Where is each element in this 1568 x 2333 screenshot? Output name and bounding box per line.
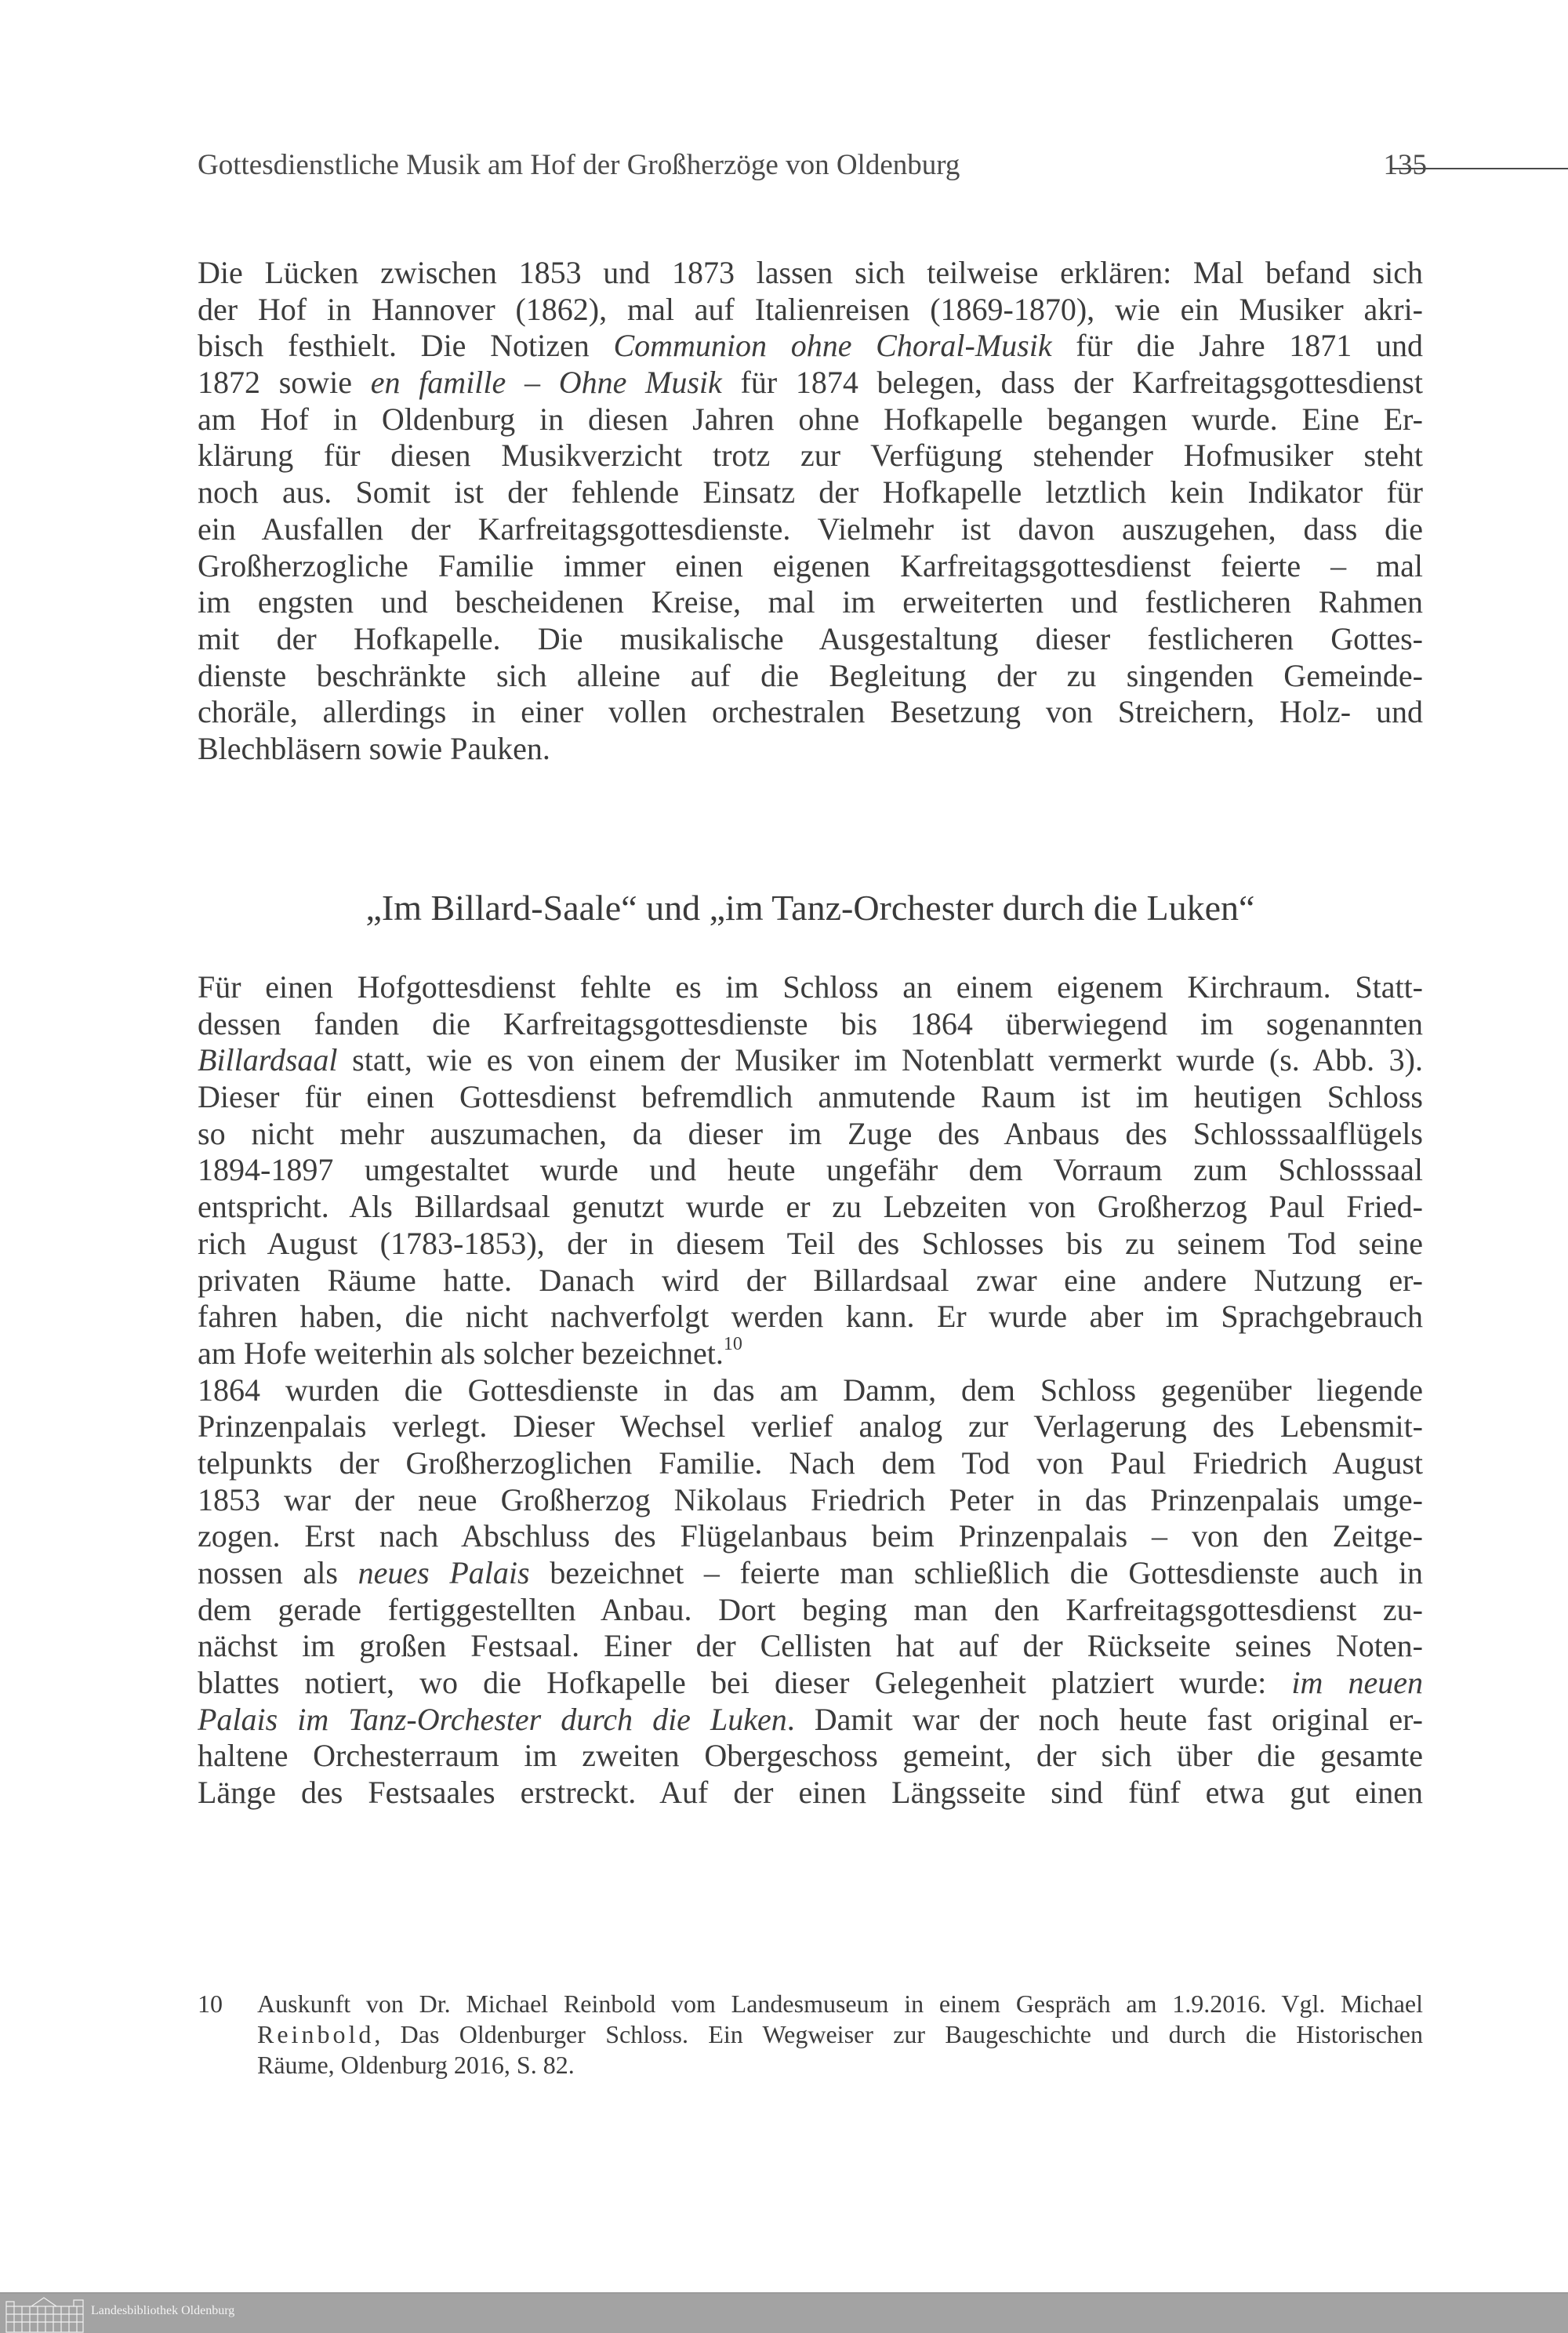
text-line: Dieser für einen Gottesdienst befremdlich anmutende Raum ist im heutigen Schloss bbox=[198, 1079, 1423, 1115]
text-line: nächst im großen Festsaal. Einer der Cellisten hat auf der Rückseite seines Noten- bbox=[198, 1628, 1423, 1664]
text-line: bisch festhielt. Die Notizen Communion ohne Choral-Musik für die Jahre 1871 und bbox=[198, 328, 1423, 364]
text-line: Die Lücken zwischen 1853 und 1873 lassen sich teilweise erklären: Mal befand sich bbox=[198, 255, 1423, 290]
text-line: im engsten und bescheidenen Kreise, mal im erweiterten und festlicheren Rahmen bbox=[198, 584, 1423, 620]
text-line: mit der Hofkapelle. Die musikalische Ausgestaltung dieser festlicheren Gottes- bbox=[198, 620, 1423, 656]
text-line: telpunkts der Großherzoglichen Familie. Nach dem Tod von Paul Friedrich August bbox=[198, 1444, 1423, 1481]
running-head bbox=[198, 146, 1427, 185]
text-line: 1872 sowie en famille – Ohne Musik für 1874 belegen, dass der Karfreitagsgottesdienst bbox=[198, 365, 1423, 401]
text-line: so nicht mehr auszumachen, da dieser im Zuge des Anbaus des Schlosssaalflügels bbox=[198, 1115, 1423, 1151]
italic-term: neues Palais bbox=[358, 1555, 530, 1590]
running-title: Gottesdienstliche Musik am Hof der Großherzöge von Oldenburg bbox=[198, 149, 960, 181]
text-line: dem gerade fertiggestellten Anbau. Dort beging man den Karfreitagsgottesdienst zu- bbox=[198, 1591, 1423, 1627]
footnote-line: Räume, Oldenburg 2016, S. 82. bbox=[257, 2051, 575, 2079]
text-line: privaten Räume hatte. Danach wird der Billardsaal zwar eine andere Nutzung er- bbox=[198, 1262, 1423, 1298]
text-line: Billardsaal statt, wie es von einem der Musiker im Notenblatt vermerkt wurde (s. Abb. 3). bbox=[198, 1042, 1423, 1078]
text-line: ein Ausfallen der Karfreitagsgottesdienste. Vielmehr ist davon auszugehen, dass die bbox=[198, 511, 1423, 547]
text-line: 1864 wurden die Gottesdienste in das am Damm, dem Schloss gegenüber liegende bbox=[198, 1372, 1423, 1408]
text-line: noch aus. Somit ist der fehlende Einsatz der Hofkapelle letztlich kein Indikator für bbox=[198, 474, 1423, 511]
text-line: Palais im Tanz-Orchester durch die Luken. Damit war der noch heute fast original er- bbox=[198, 1701, 1423, 1737]
italic-quote: Palais im Tanz-Orchester durch die Luken bbox=[198, 1701, 787, 1737]
footnote-author: Reinbold bbox=[257, 2020, 375, 2048]
text-line: dienste beschränkte sich alleine auf die Begleitung der zu singenden Gemeinde- bbox=[198, 657, 1423, 693]
text-line: Großherzogliche Familie immer einen eigenen Karfreitagsgottesdienst feierte – mal bbox=[198, 547, 1423, 583]
footnote-reference[interactable]: 10 bbox=[723, 1335, 742, 1354]
text-line: Für einen Hofgottesdienst fehlte es im Schloss an einem eigenem Kirchraum. Statt- bbox=[198, 969, 1423, 1005]
text-line: am Hofe weiterhin als solcher bezeichnet.$^{10}$ bbox=[198, 1335, 1423, 1372]
text-line: entspricht. Als Billardsaal genutzt wurde er zu Lebzeiten von Großherzog Paul Fried- bbox=[198, 1189, 1423, 1225]
text-line: fahren haben, die nicht nachverfolgt werden kann. Er wurde aber im Sprachgebrauch bbox=[198, 1299, 1423, 1335]
text-line: dessen fanden die Karfreitagsgottesdienste bis 1864 überwiegend im sogenannten bbox=[198, 1005, 1423, 1041]
italic-quote: im neuen bbox=[1291, 1665, 1423, 1701]
footnote-line: Reinbold, Das Oldenburger Schloss. Ein Wegweiser zur Baugeschichte und durch die Historischen bbox=[257, 2020, 1423, 2048]
paragraph-2 bbox=[198, 969, 1423, 1812]
text-line: nossen als neues Palais bezeichnet – feierte man schließlich die Gottesdienste auch in bbox=[198, 1555, 1423, 1590]
text-line: Blechbläsern sowie Pauken. bbox=[198, 730, 550, 766]
section-heading: „Im Billard-Saale“ und „im Tanz-Orchester durch die Luken“ bbox=[365, 888, 1255, 928]
text-line: Länge des Festsaales erstreckt. Auf der einen Längsseite sind fünf etwa gut einen bbox=[198, 1775, 1423, 1811]
italic-quote: en famille – Ohne Musik bbox=[370, 365, 722, 401]
library-building-icon bbox=[5, 2295, 86, 2333]
italic-term: Billardsaal bbox=[198, 1042, 338, 1078]
text-line: 1853 war der neue Großherzog Nikolaus Friedrich Peter in das Prinzenpalais umge- bbox=[198, 1481, 1423, 1517]
italic-quote: Communion ohne Choral-Musik bbox=[613, 328, 1052, 364]
text-line: haltene Orchesterraum im zweiten Obergeschoss gemeint, der sich über die gesamte bbox=[198, 1738, 1423, 1774]
footnote-text bbox=[257, 1989, 1423, 2080]
text-line: am Hof in Oldenburg in diesen Jahren ohne Hofkapelle begangen wurde. Eine Er- bbox=[198, 401, 1423, 437]
text-line: der Hof in Hannover (1862), mal auf Italienreisen (1869-1870), wie ein Musiker akri- bbox=[198, 291, 1423, 327]
text-line: zogen. Erst nach Abschluss des Flügelanbaus beim Prinzenpalais – von den Zeitge- bbox=[198, 1518, 1423, 1554]
library-footer-bar bbox=[0, 2292, 1568, 2333]
text-line: klärung für diesen Musikverzicht trotz zur Verfügung stehender Hofmusiker steht bbox=[198, 438, 1423, 474]
footnote-line: Auskunft von Dr. Michael Reinbold vom Landesmuseum in einem Gespräch am 1.9.2016. Vgl. Michael bbox=[257, 1990, 1423, 2018]
paragraph-1 bbox=[198, 255, 1423, 768]
text-line: 1894-1897 umgestaltet wurde und heute ungefähr dem Vorraum zum Schlosssaal bbox=[198, 1152, 1423, 1188]
text-line: rich August (1783-1853), der in diesem Teil des Schlosses bis zu seinem Tod seine bbox=[198, 1225, 1423, 1261]
library-name: Landesbibliothek Oldenburg bbox=[91, 2304, 235, 2317]
text-line: choräle, allerdings in einer vollen orchestralen Besetzung von Streichern, Holz- und bbox=[198, 694, 1423, 730]
text-line: Prinzenpalais verlegt. Dieser Wechsel verlief analog zur Verlagerung des Lebensmit- bbox=[198, 1408, 1423, 1444]
text-line: blattes notiert, wo die Hofkapelle bei dieser Gelegenheit platziert wurde: im neuen bbox=[198, 1665, 1423, 1701]
footnote-number: 10 bbox=[198, 1990, 223, 2018]
page-number: 135 bbox=[1383, 149, 1427, 181]
